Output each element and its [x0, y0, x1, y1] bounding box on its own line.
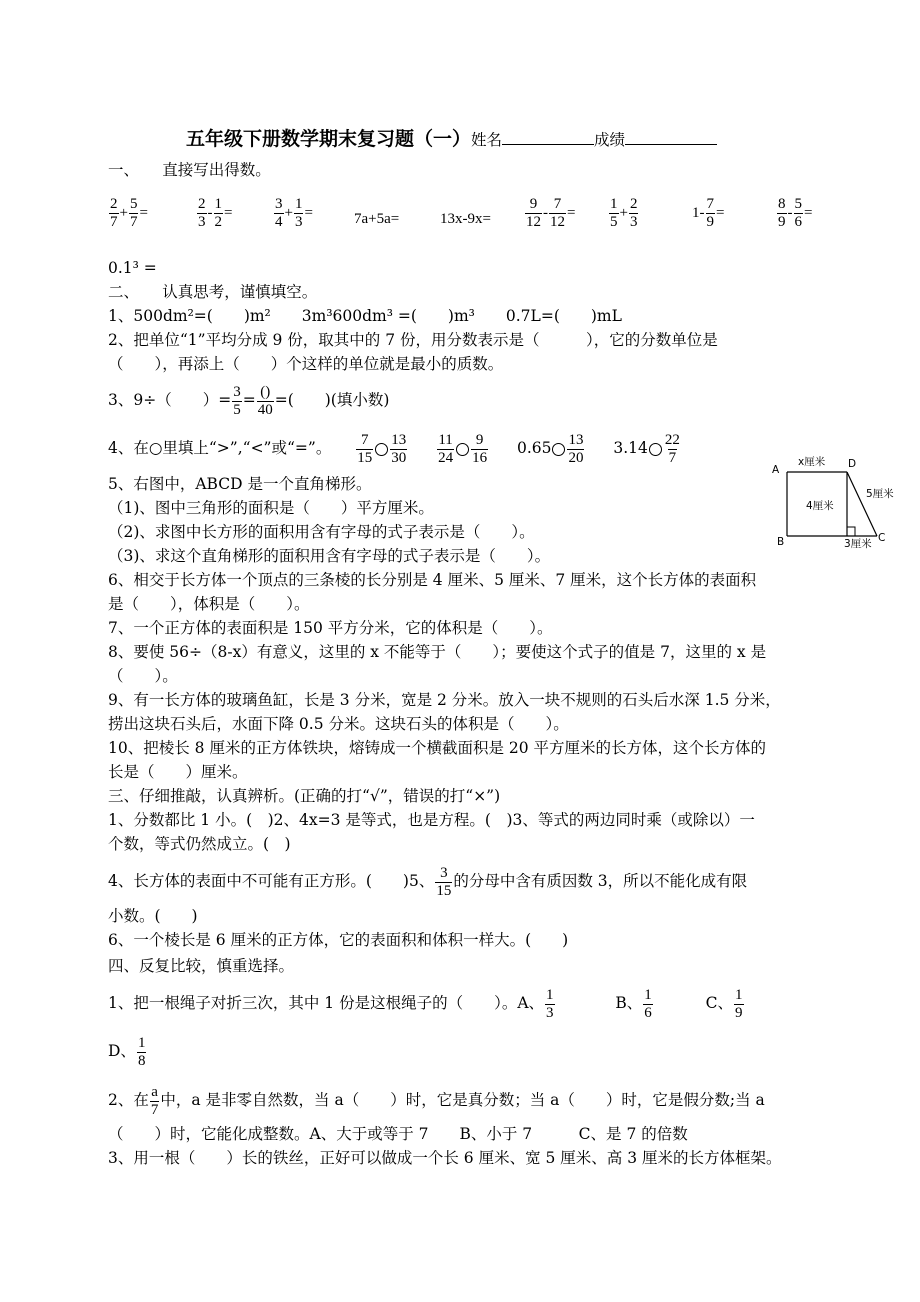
calc-extra: 0.1³ = — [108, 259, 157, 277]
trapezoid-diagram — [770, 452, 920, 552]
section4-heading: 四、反复比较，慎重选择。 — [108, 957, 295, 975]
question-3: 3、9÷（ ）= $\frac{3}{5}$ = $\frac{()}{40}$ =( )(填小数) — [108, 383, 390, 418]
question-text: 8、要使 56÷（8-x）有意义，这里的 x 不能等于（ ）；要使这个式子的值是 7，这里的 x 是 — [108, 643, 767, 661]
question-text: 6、相交于长方体一个顶点的三条棱的长分别是 4 厘米、5 厘米、7 厘米，这个长方体的表面积 — [108, 571, 757, 589]
question-text: 6、一个棱长是 6 厘米的正方体，它的表面积和体积一样大。( ) — [108, 931, 569, 949]
calc-item: 7a+5a= — [354, 211, 400, 227]
top-length-label: x厘米 — [798, 456, 826, 468]
calc-item: $\frac{2}{7}$ + $\frac{5}{7}$ = — [110, 196, 148, 230]
question-text: 5、右图中，ABCD 是一个直角梯形。 — [108, 475, 372, 493]
section1-fraction-row — [0, 196, 920, 242]
vertex-b: B — [777, 536, 785, 548]
score-blank[interactable] — [625, 128, 717, 145]
question-text: 1、把一根绳子对折三次，其中 1 份是这根绳子的（ ）。A、 $\frac{1}{3}$ B、 $\frac{1}{6}$ C、 $\frac{1}{9}$ — [108, 986, 743, 1021]
question-text: 7、一个正方体的表面积是 150 平方分米，它的体积是（ ）。 — [108, 619, 553, 637]
compare-circle[interactable] — [649, 443, 662, 456]
question-text: D、 $\frac{1}{8}$ — [108, 1034, 146, 1069]
question-text: 9、有一长方体的玻璃鱼缸，长是 3 分米，宽是 2 分米。放入一块不规则的石头后水深 1.5 分米， — [108, 691, 781, 709]
question-text: （ ）。 — [108, 667, 178, 685]
option-b-fraction[interactable]: $\frac{1}{6}$ — [644, 986, 652, 1021]
option-d-fraction[interactable]: $\frac{1}{8}$ — [137, 1034, 146, 1069]
slant-label: 5厘米 — [866, 488, 894, 500]
question-text: 3、用一根（ ）长的铁丝，正好可以做成一个长 6 厘米、宽 5 厘米、高 3 厘米的长方体框架。 — [108, 1149, 782, 1167]
calc-item: $\frac{8}{9}$ - $\frac{5}{6}$ = — [778, 196, 813, 230]
score-label: 成绩 — [594, 131, 626, 149]
section2-heading: 二、 认真思考，谨慎填空。 — [108, 283, 318, 301]
option-a-fraction[interactable]: $\frac{1}{3}$ — [546, 986, 554, 1021]
vertex-c: C — [878, 532, 886, 544]
question-text: 个数，等式仍然成立。( ) — [108, 835, 291, 853]
calc-item: $\frac{3}{4}$ + $\frac{1}{3}$ = — [275, 196, 313, 230]
question-text: 2、在 $\frac{a}{7}$ 中，a 是非零自然数，当 a（ ）时，它是真分数；当 a（ ）时，它是假分数;当 a — [108, 1083, 765, 1118]
question-text: （ ），再添上（ ）个这样的单位就是最小的质数。 — [108, 355, 504, 373]
compare-circle[interactable] — [375, 443, 388, 456]
name-blank[interactable] — [502, 128, 594, 145]
question-text: 是（ ），体积是（ ）。 — [108, 595, 310, 613]
question-text: 10、把棱长 8 厘米的正方体铁块，熔铸成一个横截面积是 20 平方厘米的长方体，这个长方体的 — [108, 739, 767, 757]
calc-item: 13x-9x= — [440, 211, 491, 227]
height-label: 4厘米 — [806, 500, 834, 512]
vertex-d: D — [848, 458, 857, 470]
question-text: 4、长方体的表面中不可能有正方形。( )5、 $\frac{3}{15}$ 的分母中含有质因数 3，所以不能化成有限 — [108, 864, 748, 899]
calc-item: $\frac{1}{5}$ + $\frac{2}{3}$ — [610, 196, 638, 230]
page-title — [186, 124, 717, 151]
bottom-extra-label: 3厘米 — [844, 538, 872, 550]
calc-item: $\frac{2}{3}$ - $\frac{1}{2}$ = — [198, 196, 233, 230]
section1-heading: 一、 直接写出得数。 — [108, 161, 271, 179]
option-c-fraction[interactable]: $\frac{1}{9}$ — [735, 986, 743, 1021]
question-text: 长是（ ）厘米。 — [108, 763, 248, 781]
question-4: 4、在○里填上“>”,“<”或“=”。 $\frac{7}{15}$ $\frac{13}{30}$ $\frac{11}{24}$ $\frac{9}{16}$ 0.65 $\frac{13}{20}$ 3.14 $\frac{22}{7}$ — [108, 431, 680, 466]
question-text: 2、把单位“1”平均分成 9 份，取其中的 7 份，用分数表示是（ ），它的分数单位是 — [108, 331, 718, 349]
calc-item: $\frac{9}{12}$ - $\frac{7}{12}$ = — [526, 196, 576, 230]
question-text: （3)、求这个直角梯形的面积用含有字母的式子表示是（ ）。 — [108, 547, 551, 565]
question-text: （1)、图中三角形的面积是（ ）平方厘米。 — [108, 499, 434, 517]
name-label: 姓名 — [471, 131, 503, 149]
section3-heading: 三、仔细推敲，认真辨析。(正确的打“√”，错误的打“×”) — [108, 787, 501, 805]
question-text: 1、分数都比 1 小。( )2、4x=3 是等式，也是方程。( )3、等式的两边同时乘（或除以）一 — [108, 811, 755, 829]
question-text: 小数。( ) — [108, 907, 198, 925]
question-text: 捞出这块石头后，水面下降 0.5 分米。这块石头的体积是（ ）。 — [108, 715, 569, 733]
question-text: （ ）时，它能化成整数。A、大于或等于 7 B、小于 7 C、是 7 的倍数 — [108, 1125, 688, 1143]
vertex-a: A — [772, 464, 780, 476]
calc-item: 1- $\frac{7}{9}$ = — [692, 196, 725, 230]
compare-circle[interactable] — [456, 443, 469, 456]
question-text: 1、500dm²=( )m² 3m³600dm³ =( )m³ 0.7L=( )mL — [108, 307, 622, 325]
title-main: 五年级下册数学期末复习题（一） — [186, 128, 472, 150]
question-text: （2)、求图中长方形的面积用含有字母的式子表示是（ ）。 — [108, 523, 535, 541]
compare-circle[interactable] — [552, 443, 565, 456]
